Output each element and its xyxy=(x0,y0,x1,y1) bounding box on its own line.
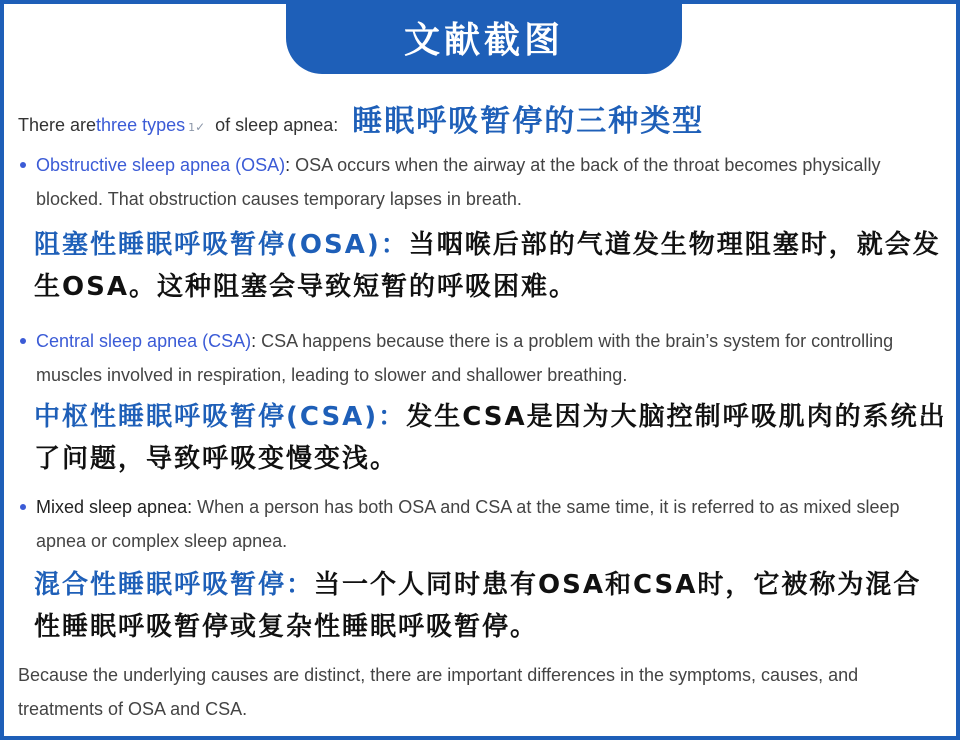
bullet-zh-translation xyxy=(18,564,948,648)
intro-line xyxy=(18,96,704,140)
three-types-link[interactable]: three types xyxy=(96,115,186,135)
footnote-ref[interactable]: 1 xyxy=(188,121,196,134)
zh-section-heading: 睡眠呼吸暂停的三种类型 xyxy=(352,104,705,139)
bullet-colon: : xyxy=(285,155,291,175)
bullet-term: Obstructive sleep apnea (OSA) xyxy=(36,155,286,175)
intro-prefix: There are xyxy=(18,115,97,135)
bullet-description: OSA occurs when the airway at the back of the throat becomes physically blocked. That obstruction causes temporary lapses in breath. xyxy=(36,155,881,209)
check-icon: ✓ xyxy=(195,120,206,134)
bullet-zh-translation xyxy=(18,396,948,480)
intro-suffix: of sleep apnea: xyxy=(215,115,339,135)
bullet-colon: : xyxy=(251,331,257,351)
zh-term: 阻塞性睡眠呼吸暂停(OSA)： xyxy=(34,230,409,260)
zh-term: 中枢性睡眠呼吸暂停(CSA)： xyxy=(34,402,407,432)
zh-term: 混合性睡眠呼吸暂停： xyxy=(34,570,315,600)
list-item-csa xyxy=(18,324,948,480)
bullet-en-text xyxy=(18,148,948,216)
list-item-osa xyxy=(18,148,948,308)
bullet-term: Mixed sleep apnea: xyxy=(36,497,193,517)
title-banner xyxy=(286,0,682,74)
closing-paragraph: Because the underlying causes are distinct, there are important differences in the symptoms, causes, and treatments of OSA and CSA. xyxy=(18,665,859,719)
bullet-term: Central sleep apnea (CSA) xyxy=(36,331,252,351)
zh-text: 当咽喉后部的气道发生物理阻塞时，就会发生OSA。这种阻塞会导致短暂的呼吸困难。 xyxy=(34,230,941,302)
bullet-en-text xyxy=(18,324,948,392)
list-item-mixed xyxy=(18,490,948,648)
bullet-zh-translation xyxy=(18,224,948,308)
bullet-description: When a person has both OSA and CSA at the same time, it is referred to as mixed sleep apnea or complex sleep apnea. xyxy=(36,497,900,551)
page-title: 文献截图 xyxy=(403,19,564,61)
bullet-en-text xyxy=(18,490,948,558)
bullet-description: CSA happens because there is a problem with the brain’s system for controlling muscles involved in respiration, leading to slower and shallower breathing. xyxy=(36,331,894,385)
zh-text: 当一个人同时患有OSA和CSA时，它被称为混合性睡眠呼吸暂停或复杂性睡眠呼吸暂停。 xyxy=(34,570,922,642)
zh-text: 发生CSA是因为大脑控制呼吸肌肉的系统出了问题，导致呼吸变慢变浅。 xyxy=(34,402,947,474)
